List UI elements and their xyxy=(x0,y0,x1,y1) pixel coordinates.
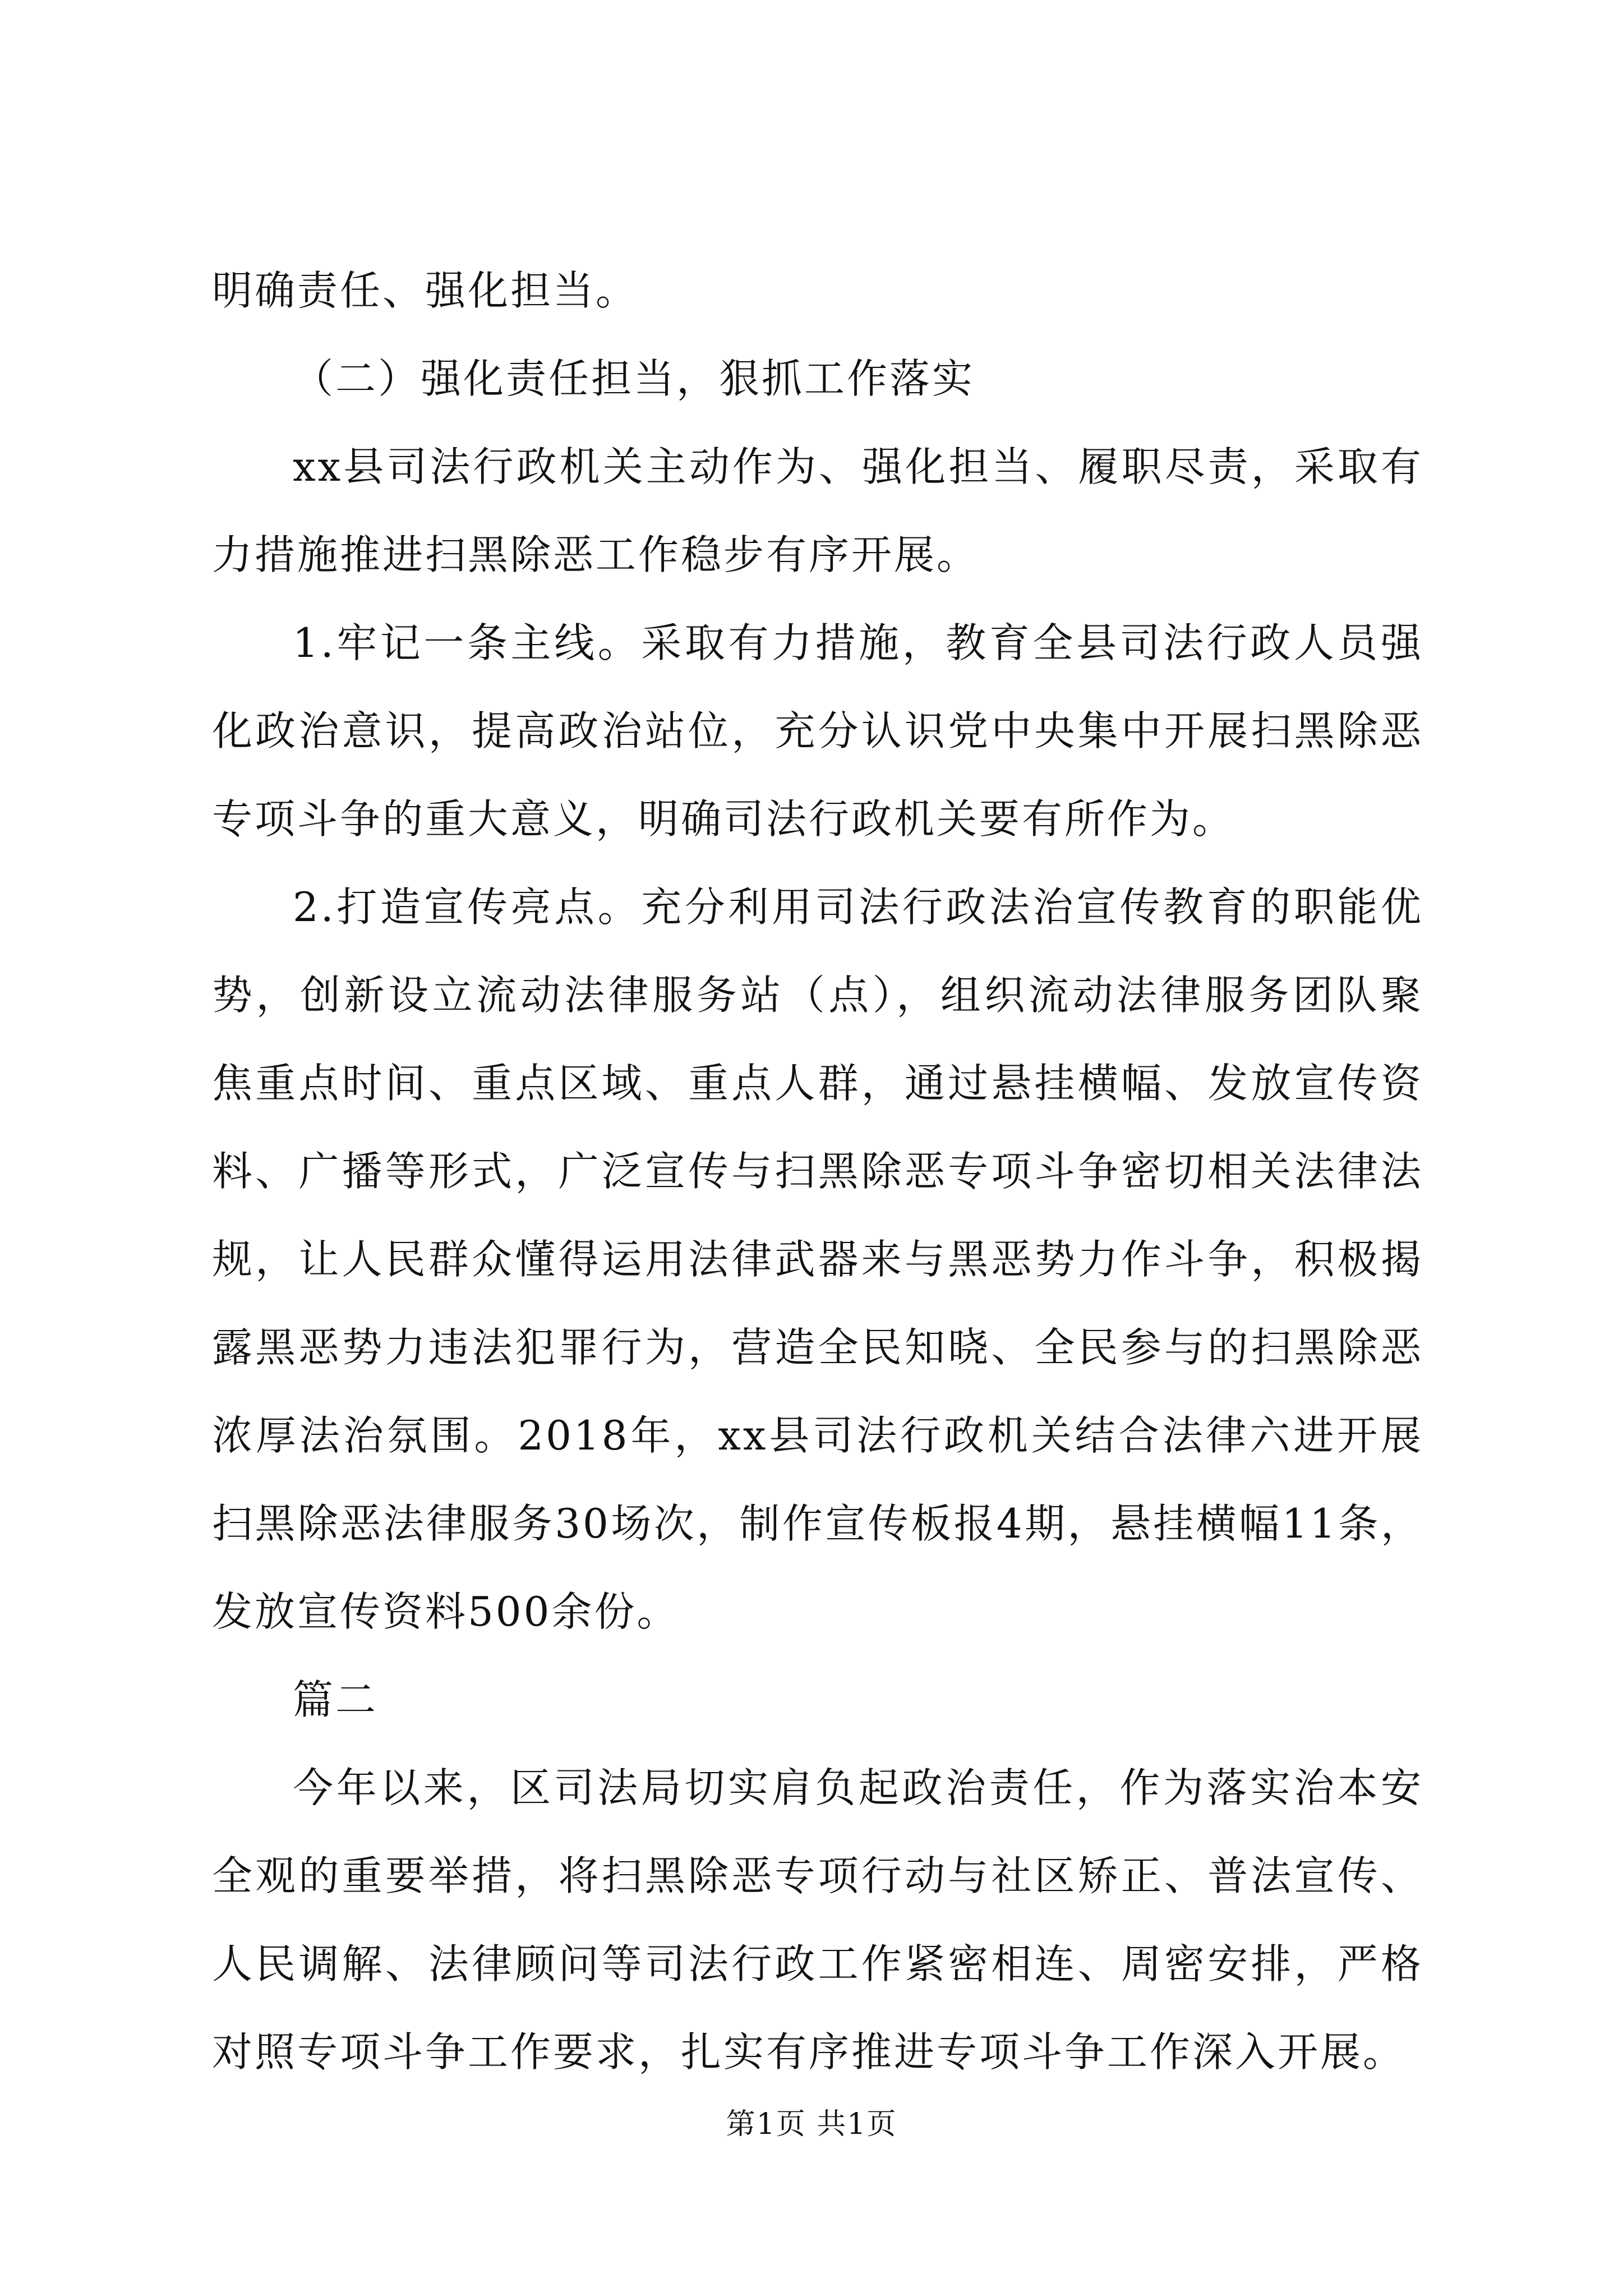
paragraph-1: 明确责任、强化担当。 xyxy=(212,267,639,314)
document-body xyxy=(212,247,1423,2096)
paragraph-7: 今年以来，区司法局切实肩负起政治责任，作为落实治本安全观的重要举措，将扫黑除恶专项行动与社区矫正、普法宣传、人民调解、法律顾问等司法行政工作紧密相连、周密安排，严格对照专项斗争工作要求，扎实有序推进专项斗争工作深入开展。 xyxy=(212,1764,1423,2076)
paragraph-5: 2.打造宣传亮点。充分利用司法行政法治宣传教育的职能优势，创新设立流动法律服务站（点），组织流动法律服务团队聚焦重点时间、重点区域、重点人群，通过悬挂横幅、发放宣传资料、广播等形式，广泛宣传与扫黑除恶专项斗争密切相关法律法规，让人民群众懂得运用法律武器来与黑恶势力作斗争，积极揭露黑恶势力违法犯罪行为，营造全民知晓、全民参与的扫黑除恶浓厚法治氛围。2018年，xx县司法行政机关结合法律六进开展扫黑除恶法律服务30场次，制作宣传板报4期，悬挂横幅11条，发放宣传资料500余份。 xyxy=(212,884,1423,1635)
part-heading: 篇二 xyxy=(293,1676,379,1723)
paragraph-4: 1.牢记一条主线。采取有力措施，教育全县司法行政人员强化政治意识，提高政治站位，充分认识党中央集中开展扫黑除恶专项斗争的重大意义，明确司法行政机关要有所作为。 xyxy=(212,619,1423,843)
page-footer: 第1页 共1页 xyxy=(726,2108,897,2141)
paragraph-3: xx县司法行政机关主动作为、强化担当、履职尽责，采取有力措施推进扫黑除恶工作稳步有序开展。 xyxy=(212,443,1423,578)
section-heading: （二）强化责任担当，狠抓工作落实 xyxy=(293,355,975,402)
